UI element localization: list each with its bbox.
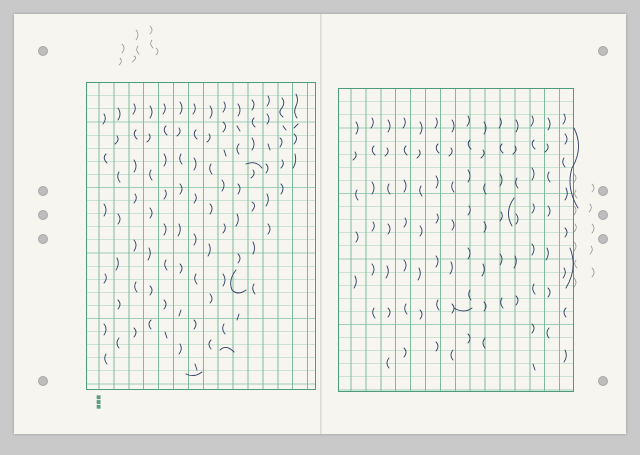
punch-hole <box>38 376 48 386</box>
punch-hole <box>38 46 48 56</box>
punch-hole <box>38 234 48 244</box>
manuscript-spread <box>14 14 626 434</box>
punch-hole <box>38 210 48 220</box>
handwriting-left <box>86 74 316 394</box>
margin-notes-left <box>82 18 172 78</box>
punch-hole <box>38 186 48 196</box>
paper-stamp: ■■■ <box>96 394 103 410</box>
punch-hole <box>598 46 608 56</box>
center-fold <box>320 14 322 434</box>
margin-notes-right <box>562 164 612 354</box>
